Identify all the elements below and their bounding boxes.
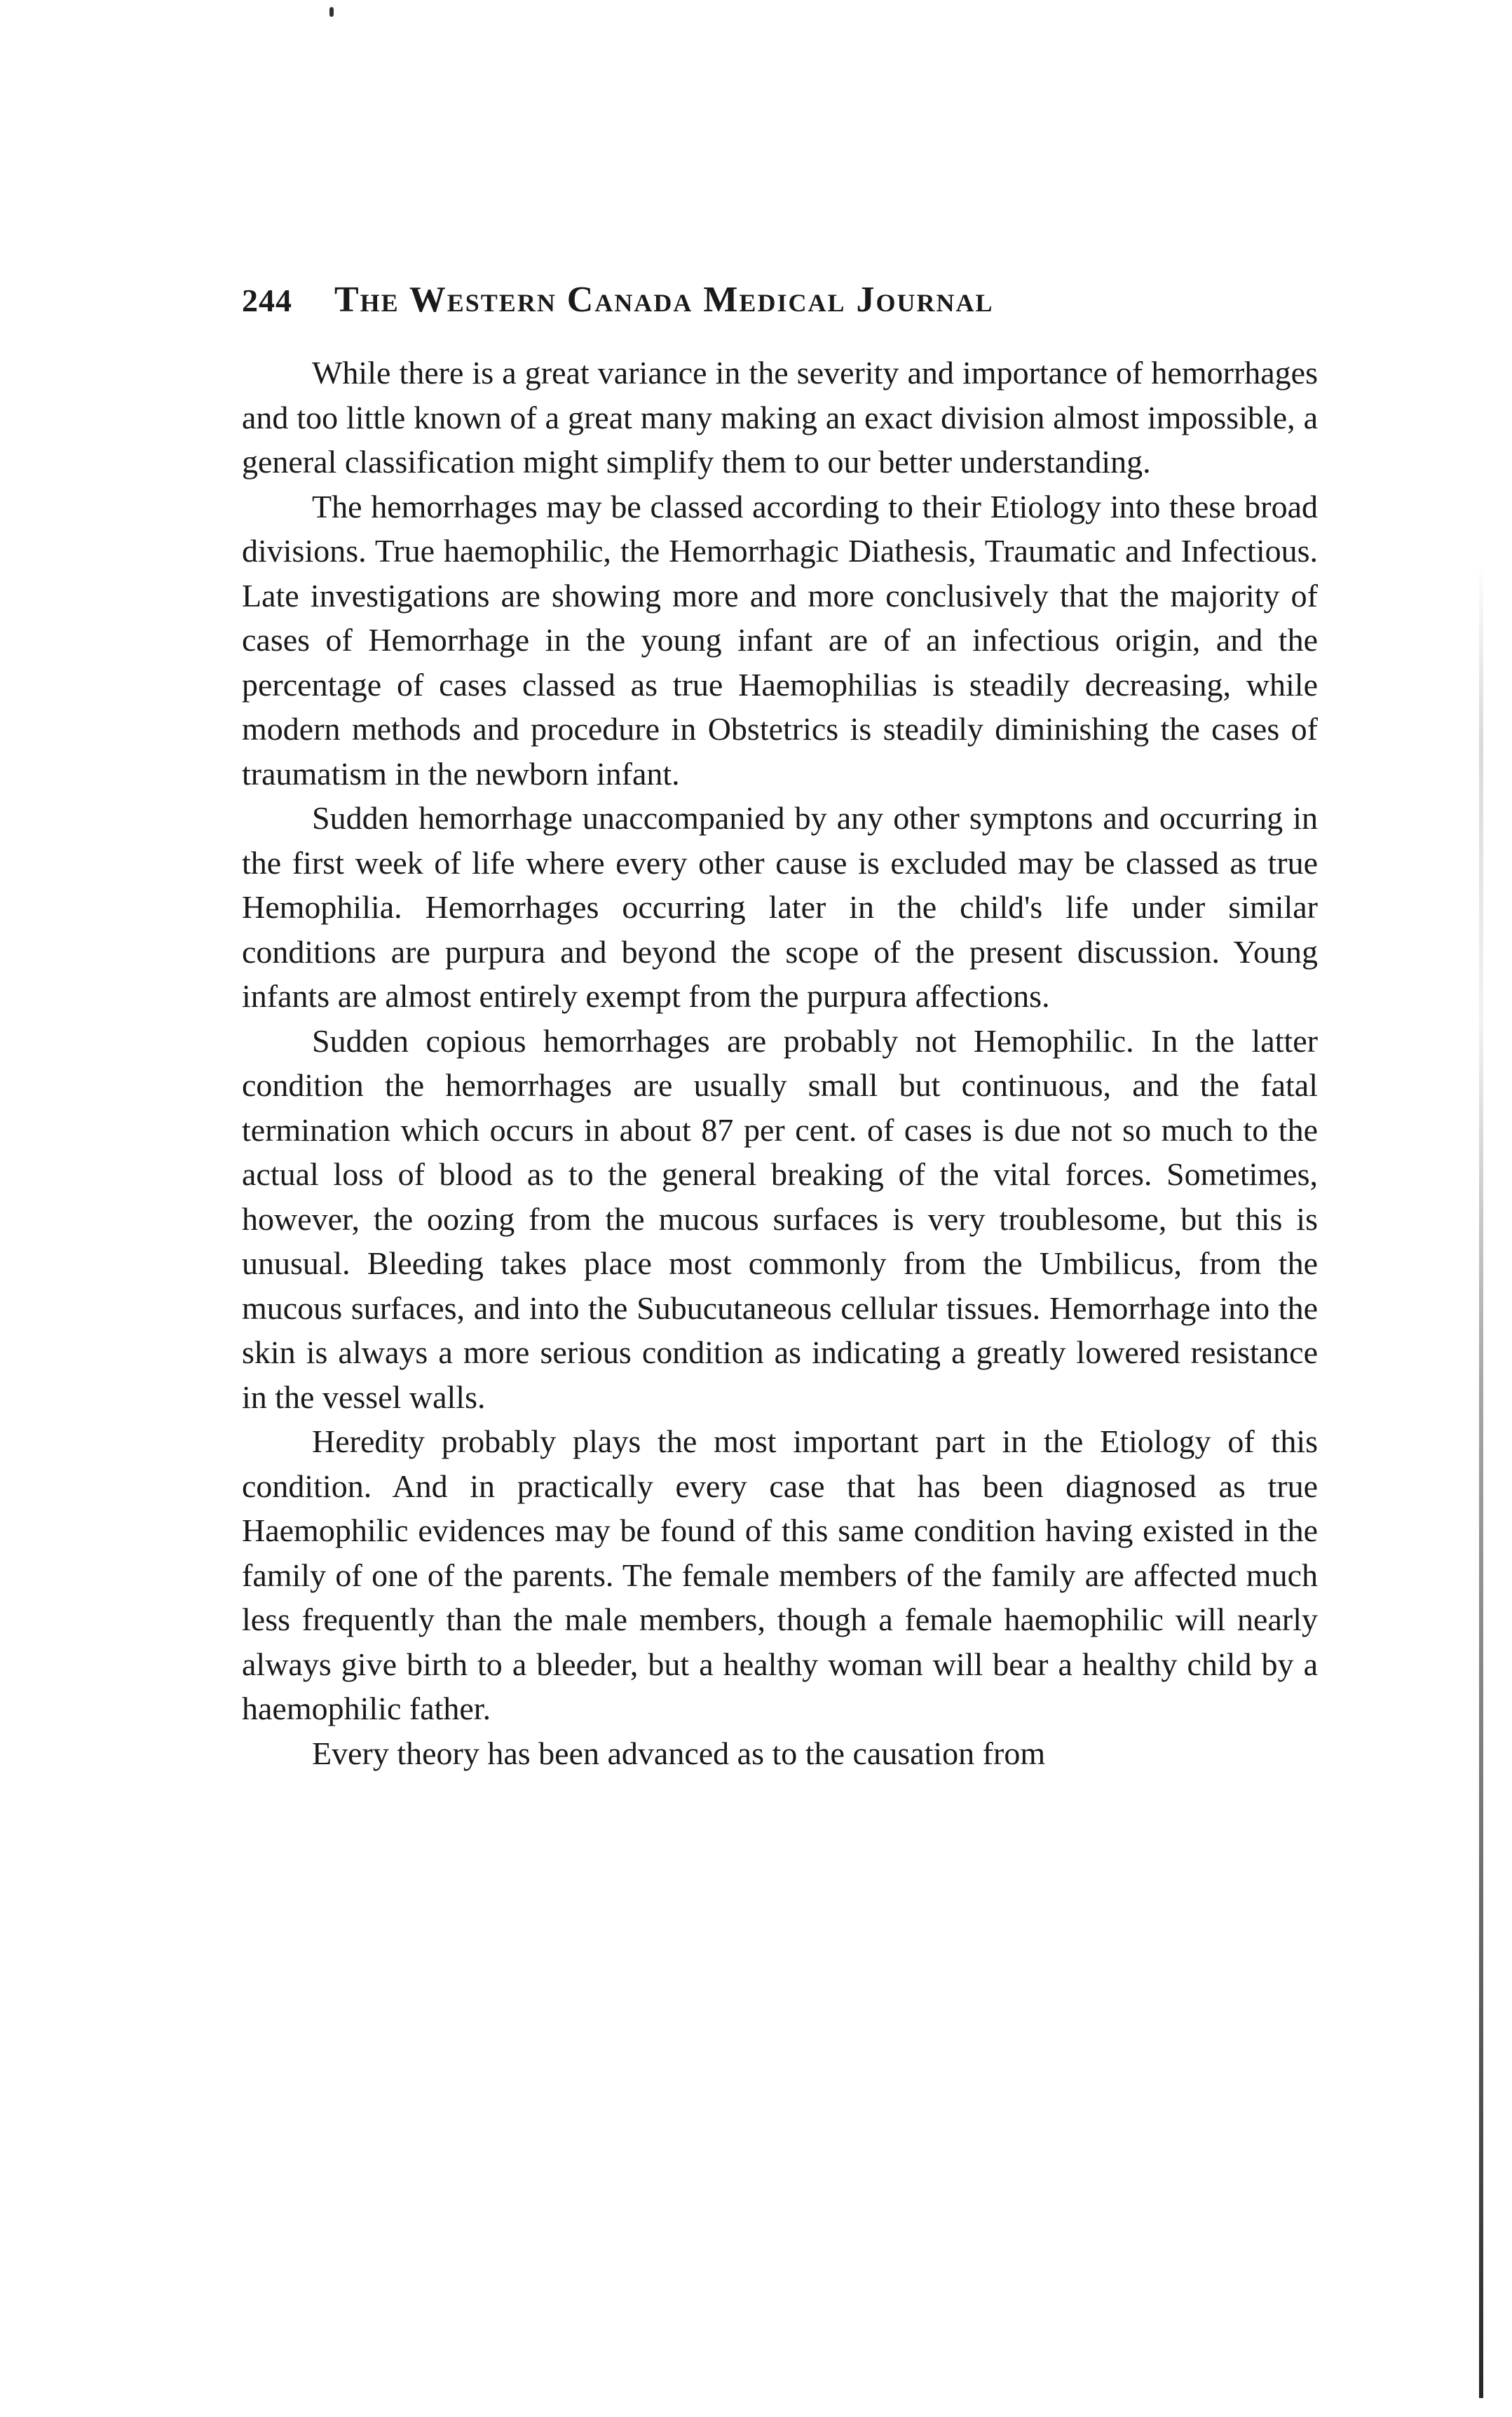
paragraph: Sudden copious hemorrhages are probably not Hemophilic. In the latter condition the hemorrhages are usually small but continuous, and the fatal termination which occurs in about 87 per cent. of cases is due not so much to the actual loss of blood as to the general breaking of the vital forces. Sometimes, however, the oozing from the mucous surfaces is very troublesome, but this is unusual. Bleeding takes place most commonly from the Umbilicus, from the mucous surfaces, and into the Subucutaneous cellular tissues. Hemorrhage into the skin is always a more serious condition as indicating a greatly lowered resistance in the vessel walls. — [242, 1022, 1318, 1415]
paragraph: Heredity probably plays the most important part in the Etiology of this condition. And in practically every case that has been diagnosed as true Haemophilic evidences may be found of this same condition having existed in the family of one of the parents. The female members of the family are affected much less frequently than the male members, though a female haemophilic will nearly always give birth to a bleeder, but a healthy woman will bear a healthy child by a haemophilic father. — [242, 1423, 1318, 1726]
page-binding-edge — [1479, 561, 1483, 2398]
journal-title: The Western Canada Medical Journal — [334, 280, 994, 320]
page-number: 244 — [242, 283, 292, 318]
scan-artifact-mark — [329, 7, 334, 17]
running-header — [242, 279, 1328, 335]
paragraph: While there is a great variance in the severity and importance of hemorrhages and too little known of a great many making an exact division almost impossible, a general classification might simplify them to our better understanding. — [242, 355, 1318, 480]
paragraph: Sudden hemorrhage unaccompanied by any other symptons and occurring in the first week of life where every other cause is excluded may be classed as true Hemophilia. Hemorrhages occurring later in the child's life under similar conditions are purpura and beyond the scope of the present discussion. Young infants are almost entirely exempt from the purpura affections. — [242, 800, 1318, 1014]
article-body — [242, 351, 1318, 1775]
paragraph: Every theory has been advanced as to the causation from — [312, 1735, 1046, 1771]
paragraph: The hemorrhages may be classed according to their Etiology into these broad divisions. True haemophilic, the Hemorrhagic Diathesis, Traumatic and Infectious. Late investigations are showing more and more conclusively that the majority of cases of Hemorrhage in the young infant are of an infectious origin, and the percentage of cases classed as true Haemophilias is steadily decreasing, while modern methods and procedure in Obstetrics is steadily diminishing the cases of traumatism in the newborn infant. — [242, 488, 1318, 792]
